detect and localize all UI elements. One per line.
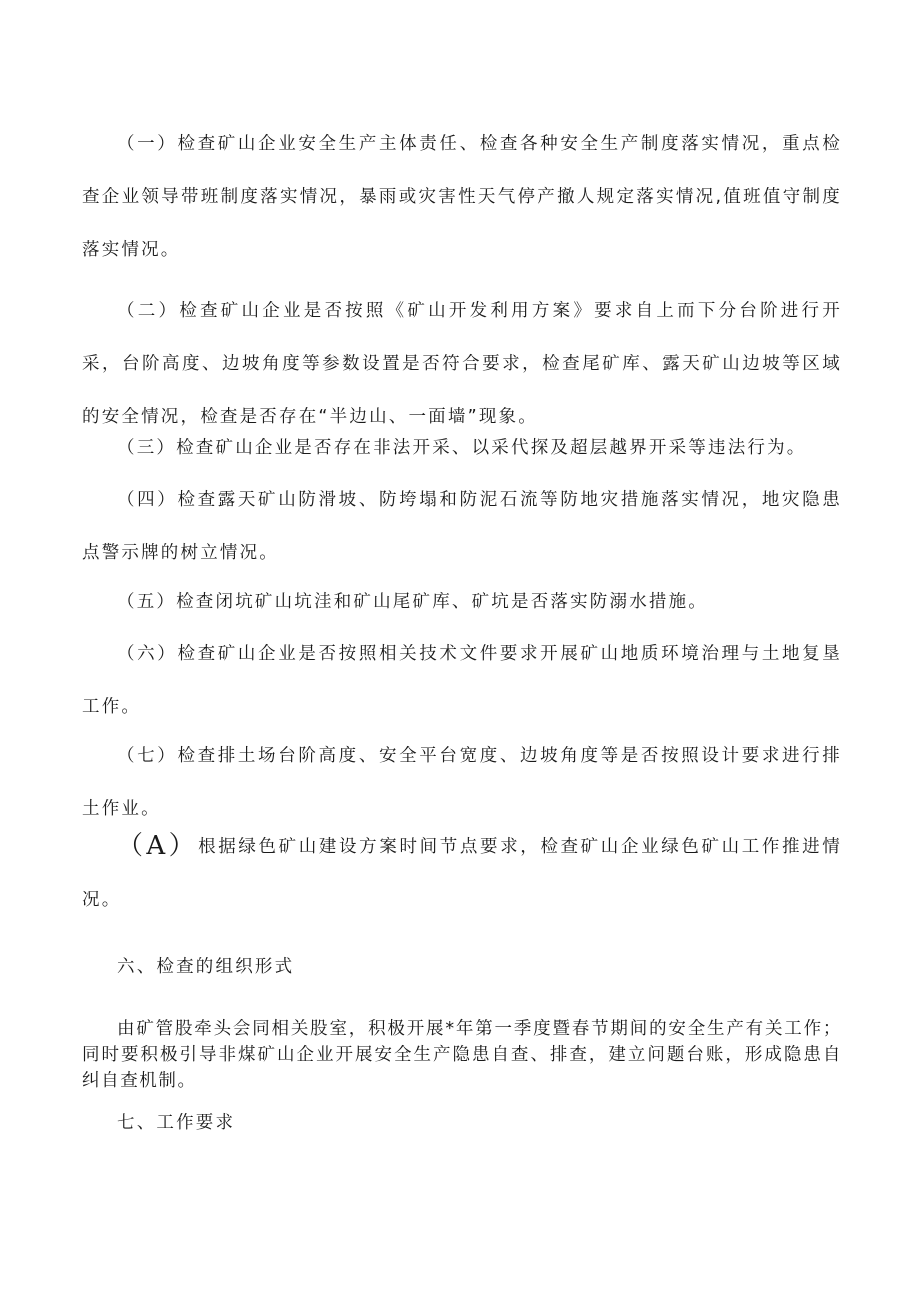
inspection-item-4: （四）检查露天矿山防滑坡、防垮塌和防泥石流等防地灾措施落实情况，地灾隐患点警示牌的树立情况。 (82, 490, 842, 563)
section-6-body: 由矿管股牵头会同相关股室，积极开展*年第一季度暨春节期间的安全生产有关工作；同时要积极引导非煤矿山企业开展安全生产隐患自查、排查，建立问题台账，形成隐患自纠自查机制。 (82, 1019, 842, 1091)
section-6-heading: 六、检查的组织形式 (117, 957, 295, 977)
inspection-item-6: （六）检查矿山企业是否按照相关技术文件要求开展矿山地质环境治理与土地复垦工作。 (82, 644, 842, 717)
inspection-item-5: （五）检查闭坑矿山坑洼和矿山尾矿库、矿坑是否落实防溺水措施。 (117, 592, 708, 612)
section-7-heading: 七、工作要求 (117, 1113, 236, 1133)
item-8-marker: （A） (117, 831, 199, 861)
inspection-item-1: （一）检查矿山企业安全生产主体责任、检查各种安全生产制度落实情况，重点检查企业领导带班制度落实情况，暴雨或灾害性天气停产撤人规定落实情况,值班值守制度落实情况。 (82, 134, 842, 260)
inspection-item-2: （二）检查矿山企业是否按照《矿山开发利用方案》要求自上而下分台阶进行开采，台阶高度、边坡角度等参数设置是否符合要求，检查尾矿库、露天矿山边坡等区域的安全情况，检查是否存在“半边山、一面墙”现象。 (82, 301, 842, 427)
item-8-text: 根据绿色矿山建设方案时间节点要求，检查矿山企业绿色矿山工作推进情况。 (82, 837, 842, 910)
inspection-item-7: （七）检查排土场台阶高度、安全平台宽度、边坡角度等是否按照设计要求进行排土作业。 (82, 746, 842, 819)
inspection-item-3: （三）检查矿山企业是否存在非法开采、以采代探及超层越界开采等违法行为。 (117, 438, 807, 458)
inspection-item-8 (82, 820, 842, 927)
